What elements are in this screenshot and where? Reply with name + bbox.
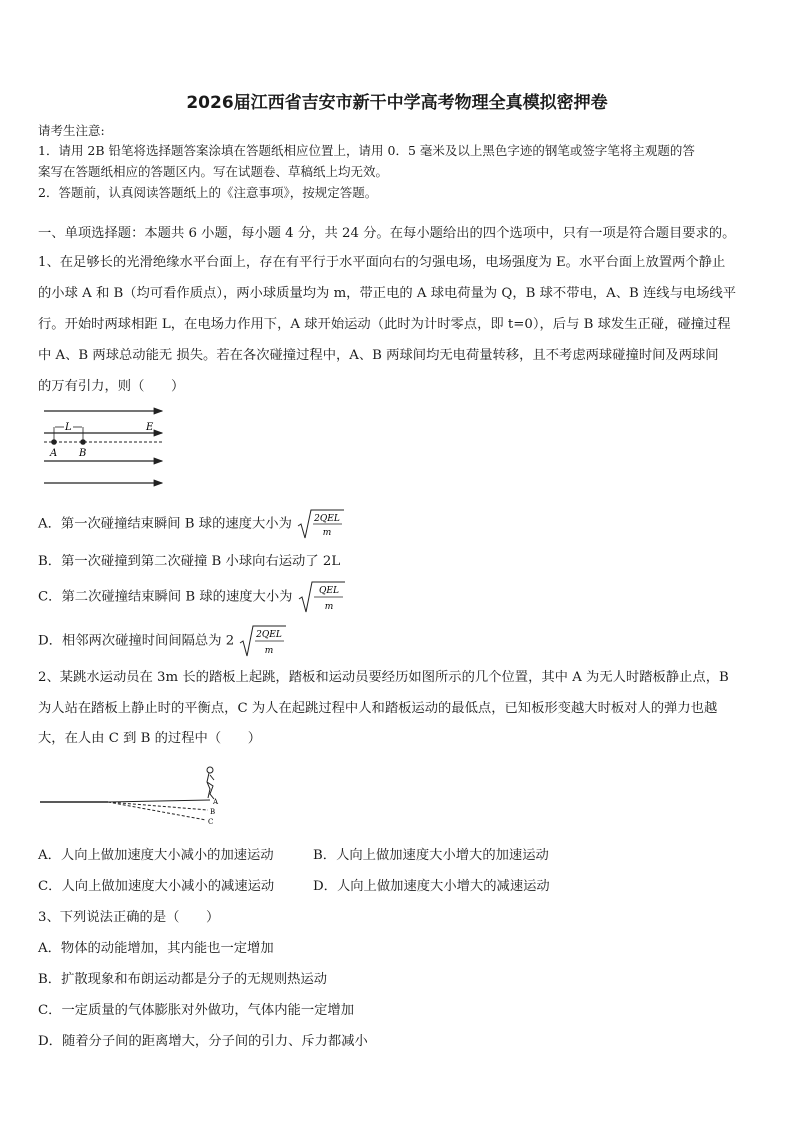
q1-option-d[interactable]: [38, 624, 288, 658]
ball-a: [51, 439, 57, 445]
field-label: E: [146, 422, 154, 433]
diver-body: [207, 773, 214, 799]
ball-a-label: A: [50, 448, 58, 459]
svg-text:m: m: [265, 646, 274, 656]
q1-stem-line-2: 的小球 A 和 B（均可看作质点），两小球质量均为 m，带正电的 A 球电荷量为 Q，B 球不带电，A、B 连线与电场线平: [38, 286, 737, 301]
distance-label: L: [65, 422, 72, 433]
q2-option-c[interactable]: C．人向上做加速度大小减小的减速运动: [38, 879, 275, 894]
q1-option-c[interactable]: [38, 580, 347, 614]
svg-text:C: C: [208, 818, 214, 826]
q1-option-a-text: A．第一次碰撞结束瞬间 B 球的速度大小为: [38, 516, 292, 532]
q1-stem-line-4: 中 A、B 两球总动能无 损失。若在各次碰撞过程中，A、B 两球间均无电荷量转移，且不考虑两球碰撞时间及两球间: [38, 348, 719, 363]
board-position-c: [108, 802, 206, 820]
notice-item-2: 2．答题前，认真阅读答题纸上的《注意事项》，按规定答题。: [38, 185, 378, 200]
q3-stem: 3、下列说法正确的是（ ）: [38, 910, 220, 925]
q1-option-a[interactable]: [38, 508, 346, 540]
notice-item-1-cont: 案写在答题纸相应的答题区内。写在试题卷、草稿纸上均无效。: [38, 164, 389, 179]
page-title: 2026届江西省吉安市新干中学高考物理全真模拟密押卷: [186, 93, 608, 113]
board-position-a: [108, 800, 210, 802]
q3-option-d[interactable]: D．随着分子间的距离增大，分子间的引力、斥力都减小: [38, 1034, 368, 1049]
svg-text:B: B: [210, 808, 216, 816]
q2-stem-line-1: 2、某跳水运动员在 3m 长的踏板上起跳，踏板和运动员要经历如图所示的几个位置，其中 A 为无人时踏板静止点，B: [38, 670, 729, 685]
q1-option-c-text: C．第二次碰撞结束瞬间 B 球的速度大小为: [38, 589, 293, 605]
svg-text:QEL: QEL: [318, 586, 339, 596]
svg-text:m: m: [322, 528, 332, 538]
notice-heading: 请考生注意:: [38, 123, 105, 138]
notice-item-1: 1．请用 2B 铅笔将选择题答案涂填在答题纸相应位置上，请用 0．5 毫米及以上黑色字迹的钢笔或签字笔将主观题的答: [38, 143, 695, 158]
q1-stem-line-5: 的万有引力，则（ ）: [38, 379, 185, 394]
svg-text:2QEL: 2QEL: [314, 514, 340, 524]
svg-text:A: A: [213, 798, 219, 806]
sqrt-expression: [238, 624, 288, 658]
section-heading: 一、单项选择题：本题共 6 小题，每小题 4 分，共 24 分。在每小题给出的四个选项中，只有一项是符合题目要求的。: [38, 226, 736, 241]
diver-head: [207, 767, 213, 773]
svg-text:m: m: [324, 602, 333, 612]
q1-option-d-text: D．相邻两次碰撞时间间隔总为 2: [38, 633, 235, 649]
q2-stem-line-3: 大，在人由 C 到 B 的过程中（ ）: [38, 731, 262, 746]
q2-option-a[interactable]: A．人向上做加速度大小减小的加速运动: [38, 848, 274, 863]
q2-option-b[interactable]: B．人向上做加速度大小增大的加速运动: [313, 848, 549, 863]
sqrt-expression: [296, 508, 346, 540]
q3-option-b[interactable]: B．扩散现象和布朗运动都是分子的无规则热运动: [38, 972, 328, 987]
q1-option-b[interactable]: B．第一次碰撞到第二次碰撞 B 小球向右运动了 2L: [38, 554, 341, 569]
ball-b-label: B: [79, 448, 87, 459]
board-position-b: [108, 802, 208, 810]
q2-springboard-diagram: [38, 758, 228, 830]
svg-text:2QEL: 2QEL: [256, 630, 283, 640]
ball-b: [80, 439, 86, 445]
q1-stem-line-3: 行。开始时两球相距 L，在电场力作用下，A 球开始运动（此时为计时零点，即 t=0），后与 B 球发生正碰，碰撞过程: [38, 317, 731, 332]
q1-field-diagram: [38, 400, 178, 492]
q1-stem-line-1: 1、在足够长的光滑绝缘水平台面上，存在有平行于水平面向右的匀强电场，电场强度为 E。水平台面上放置两个静止: [38, 255, 726, 270]
q2-stem-line-2: 为人站在踏板上静止时的平衡点，C 为人在起跳过程中人和踏板运动的最低点，已知板形变越大时板对人的弹力也越: [38, 701, 718, 716]
q2-option-d[interactable]: D．人向上做加速度大小增大的减速运动: [313, 879, 550, 894]
q3-option-a[interactable]: A．物体的动能增加，其内能也一定增加: [38, 941, 274, 956]
q3-option-c[interactable]: C．一定质量的气体膨胀对外做功，气体内能一定增加: [38, 1003, 355, 1018]
sqrt-expression: [297, 580, 347, 614]
